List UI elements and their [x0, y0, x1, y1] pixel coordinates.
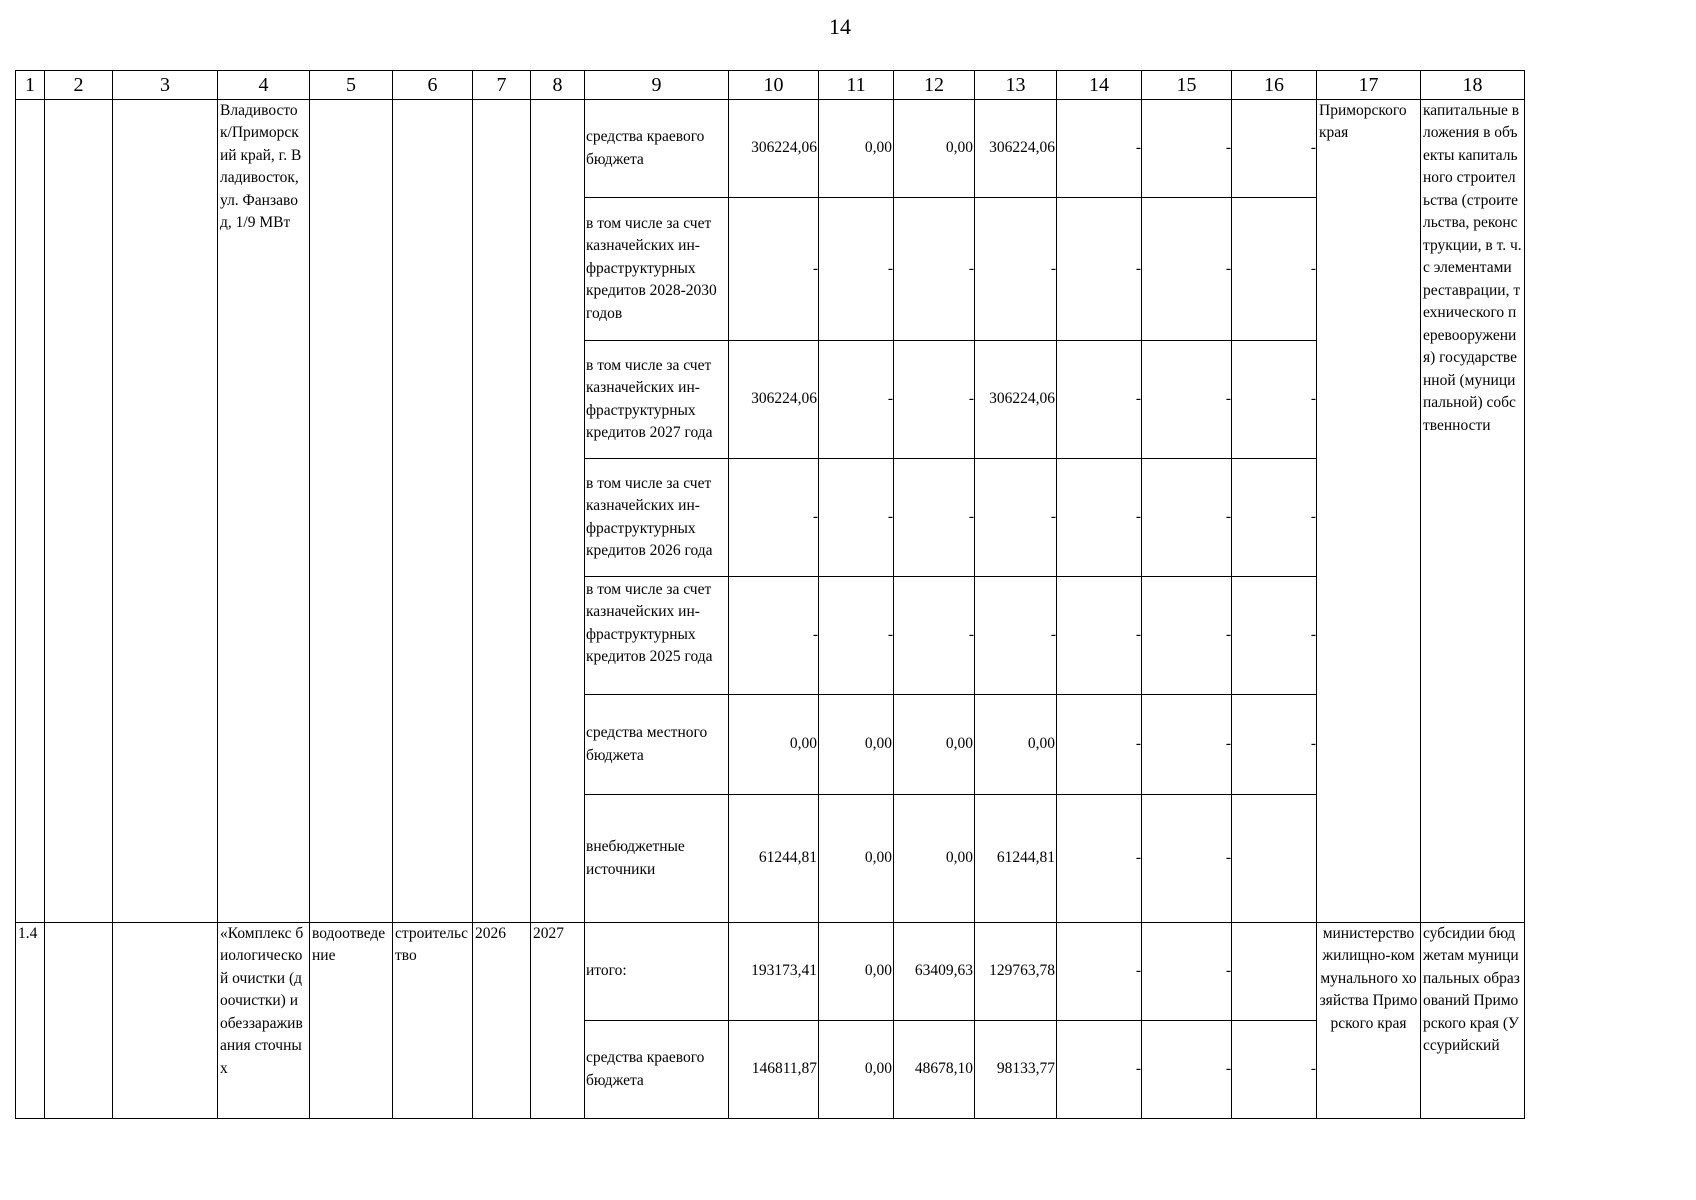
- amount-col14: -: [1057, 577, 1142, 695]
- funding-source: средства краевого бюджета: [585, 1021, 729, 1119]
- amount-col12: -: [894, 577, 975, 695]
- cell-col2: [45, 923, 113, 1119]
- amount-col15: -: [1142, 577, 1232, 695]
- amount-col10: 0,00: [729, 695, 819, 795]
- amount-col11: -: [819, 198, 894, 341]
- amount-col13: 129763,78: [975, 923, 1057, 1021]
- amount-col11: 0,00: [819, 1021, 894, 1119]
- amount-col15: -: [1142, 923, 1232, 1021]
- header-cell: 16: [1232, 71, 1317, 100]
- funding-source: внебюджетные источники: [585, 795, 729, 923]
- header-cell: 1: [16, 71, 45, 100]
- item-number: 1.4: [16, 923, 45, 1119]
- amount-col10: -: [729, 198, 819, 341]
- amount-col10: -: [729, 577, 819, 695]
- funding-source: в том числе за счет казначейских ин-фраструктурных кредитов 2025 года: [585, 577, 729, 695]
- amount-col16: -: [1232, 198, 1317, 341]
- cell-col6: [393, 100, 473, 923]
- end-year: 2027: [531, 923, 585, 1119]
- header-cell: 2: [45, 71, 113, 100]
- amount-col16: -: [1232, 459, 1317, 577]
- object-location: Владивосток/Приморский край, г. Владивосток, ул. Фанзавод, 1/9 МВт: [218, 100, 310, 923]
- amount-col10: 193173,41: [729, 923, 819, 1021]
- header-cell: 14: [1057, 71, 1142, 100]
- amount-col12: -: [894, 459, 975, 577]
- amount-col16: [1232, 923, 1317, 1021]
- amount-col13: -: [975, 198, 1057, 341]
- amount-col11: 0,00: [819, 795, 894, 923]
- amount-col11: 0,00: [819, 923, 894, 1021]
- funding-source: средства краевого бюджета: [585, 100, 729, 198]
- header-cell: 8: [531, 71, 585, 100]
- amount-col14: -: [1057, 198, 1142, 341]
- cell-col1: [16, 100, 45, 923]
- cell-col3: [113, 923, 218, 1119]
- amount-col11: 0,00: [819, 100, 894, 198]
- amount-col15: -: [1142, 100, 1232, 198]
- amount-col13: 0,00: [975, 695, 1057, 795]
- header-cell: 11: [819, 71, 894, 100]
- amount-col10: -: [729, 459, 819, 577]
- amount-col13: 98133,77: [975, 1021, 1057, 1119]
- header-cell: 18: [1421, 71, 1525, 100]
- header-cell: 17: [1317, 71, 1421, 100]
- amount-col16: -: [1232, 695, 1317, 795]
- amount-col11: 0,00: [819, 695, 894, 795]
- amount-col15: -: [1142, 795, 1232, 923]
- amount-col10: 146811,87: [729, 1021, 819, 1119]
- table-row: [16, 100, 1525, 198]
- amount-col15: -: [1142, 1021, 1232, 1119]
- work-type: строительство: [393, 923, 473, 1119]
- amount-col12: 0,00: [894, 695, 975, 795]
- funding-source: итого:: [585, 923, 729, 1021]
- amount-col15: -: [1142, 341, 1232, 459]
- cell-col2: [45, 100, 113, 923]
- amount-col15: -: [1142, 198, 1232, 341]
- funding-source: в том числе за счет казначейских ин-фраструктурных кредитов 2026 года: [585, 459, 729, 577]
- amount-col11: -: [819, 459, 894, 577]
- amount-col10: 306224,06: [729, 341, 819, 459]
- cell-col3: [113, 100, 218, 923]
- header-cell: 6: [393, 71, 473, 100]
- amount-col12: 63409,63: [894, 923, 975, 1021]
- amount-col16: -: [1232, 577, 1317, 695]
- amount-col14: -: [1057, 1021, 1142, 1119]
- amount-col12: 0,00: [894, 795, 975, 923]
- header-cell: 15: [1142, 71, 1232, 100]
- page-number: 14: [829, 14, 851, 39]
- investment-type: субсидии бюджетам муниципальных образований Приморского края (Уссурийский: [1421, 923, 1525, 1119]
- responsible-executor: министерство жилищно-коммунального хозяйства Приморского края: [1317, 923, 1421, 1119]
- header-cell: 13: [975, 71, 1057, 100]
- amount-col14: -: [1057, 923, 1142, 1021]
- funding-source: в том числе за счет казначейских ин-фраструктурных кредитов 2027 года: [585, 341, 729, 459]
- table-row: [16, 923, 1525, 1021]
- amount-col16: -: [1232, 341, 1317, 459]
- amount-col13: -: [975, 577, 1057, 695]
- amount-col13: 306224,06: [975, 100, 1057, 198]
- responsible-executor: Приморского края: [1317, 100, 1421, 923]
- start-year: 2026: [473, 923, 531, 1119]
- header-cell: 9: [585, 71, 729, 100]
- amount-col12: -: [894, 341, 975, 459]
- amount-col10: 61244,81: [729, 795, 819, 923]
- amount-col12: 48678,10: [894, 1021, 975, 1119]
- amount-col12: 0,00: [894, 100, 975, 198]
- amount-col14: -: [1057, 100, 1142, 198]
- amount-col13: 306224,06: [975, 341, 1057, 459]
- amount-col11: -: [819, 341, 894, 459]
- header-cell: 4: [218, 71, 310, 100]
- object-name: «Комплекс биологической очистки (доочистки) и обеззараживания сточных: [218, 923, 310, 1119]
- cell-col5: [310, 100, 393, 923]
- amount-col14: -: [1057, 795, 1142, 923]
- funding-source: средства местного бюджета: [585, 695, 729, 795]
- amount-col14: -: [1057, 695, 1142, 795]
- amount-col16: -: [1232, 1021, 1317, 1119]
- header-row: [16, 71, 1525, 100]
- amount-col11: -: [819, 577, 894, 695]
- industry: водоотведение: [310, 923, 393, 1119]
- amount-col15: -: [1142, 459, 1232, 577]
- amount-col12: -: [894, 198, 975, 341]
- header-cell: 7: [473, 71, 531, 100]
- amount-col10: 306224,06: [729, 100, 819, 198]
- amount-col13: 61244,81: [975, 795, 1057, 923]
- amount-col14: -: [1057, 459, 1142, 577]
- amount-col13: -: [975, 459, 1057, 577]
- amount-col16: [1232, 795, 1317, 923]
- amount-col14: -: [1057, 341, 1142, 459]
- cell-col7: [473, 100, 531, 923]
- header-cell: 3: [113, 71, 218, 100]
- cell-col8: [531, 100, 585, 923]
- financing-table: [15, 70, 1525, 1119]
- investment-type: капитальные вложения в объекты капитального строительства (строительства, реконструкции, в т. ч. с элементами реставрации, технического перевооружения) государственной (муниципальной) собственности: [1421, 100, 1525, 923]
- funding-source: в том числе за счет казначейских ин-фраструктурных кредитов 2028-2030 годов: [585, 198, 729, 341]
- amount-col16: -: [1232, 100, 1317, 198]
- header-cell: 12: [894, 71, 975, 100]
- header-cell: 5: [310, 71, 393, 100]
- amount-col15: -: [1142, 695, 1232, 795]
- header-cell: 10: [729, 71, 819, 100]
